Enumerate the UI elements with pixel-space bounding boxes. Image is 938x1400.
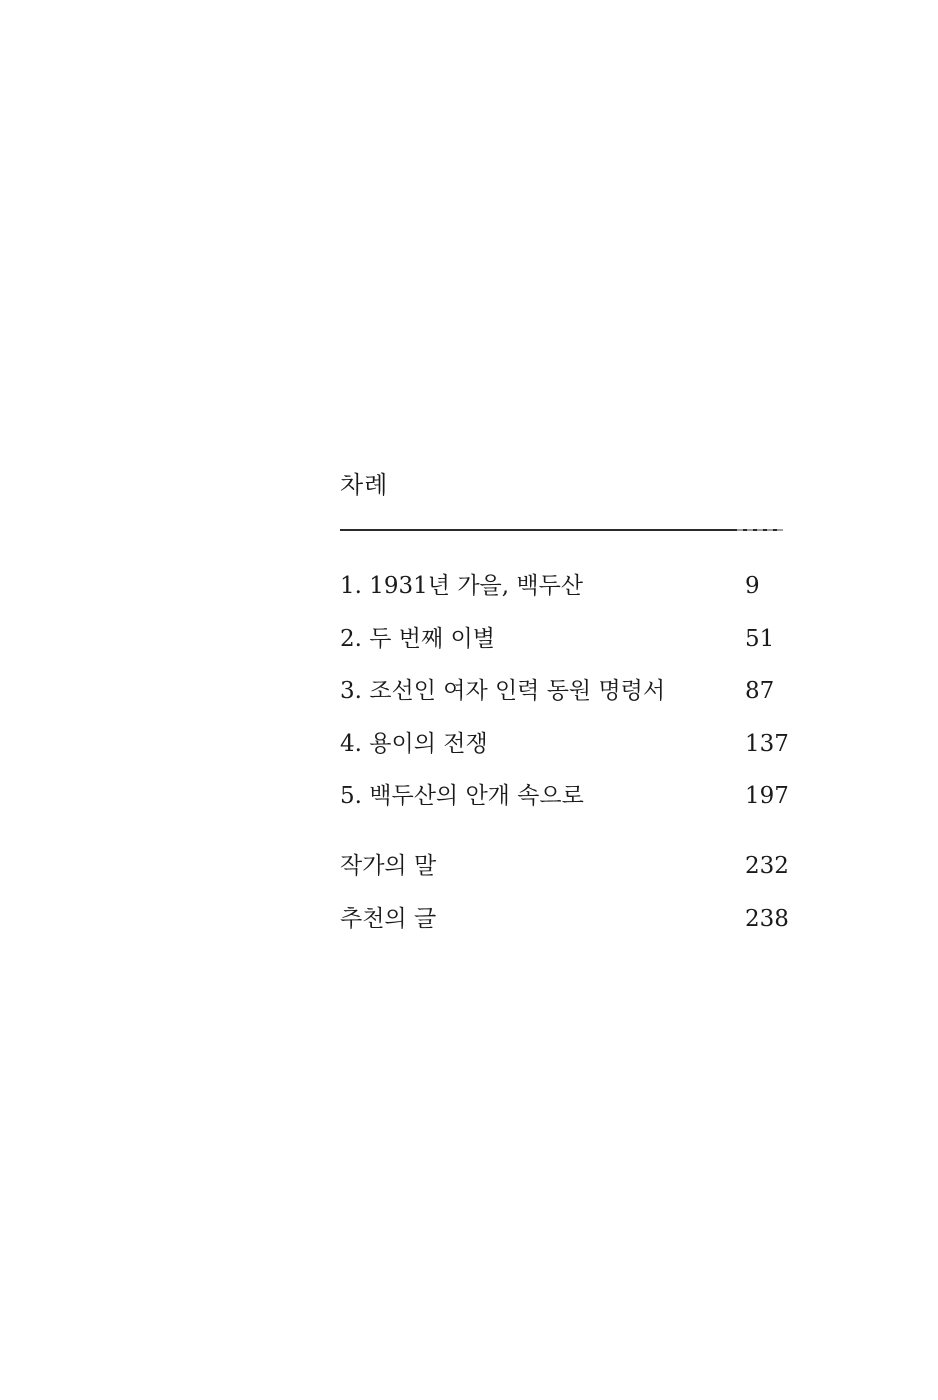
chapter-list	[340, 568, 789, 831]
toc-entry-page: 137	[745, 730, 789, 757]
toc-entry-chapter-2	[340, 621, 783, 674]
toc-entry-chapter-4	[340, 726, 789, 779]
toc-entry-label: 2. 두 번째 이별	[340, 625, 495, 652]
toc-entry-chapter-5	[340, 778, 789, 831]
extras-list	[340, 848, 789, 953]
toc-title: 차례	[340, 471, 389, 499]
toc-entry-recommendation	[340, 901, 789, 954]
toc-divider	[340, 529, 783, 531]
toc-entry-chapter-3	[340, 673, 783, 726]
toc-entry-label: 5. 백두산의 안개 속으로	[340, 783, 584, 809]
toc-entry-label: 4. 용이의 전쟁	[340, 730, 488, 757]
toc-entry-label: 작가의 말	[340, 853, 437, 879]
toc-entry-page: 232	[745, 853, 789, 879]
toc-entry-label: 1. 1931년 가을, 백두산	[340, 573, 584, 599]
table-of-contents	[340, 468, 789, 932]
toc-entry-page: 87	[745, 678, 775, 704]
toc-entry-label: 3. 조선인 여자 인력 동원 명령서	[340, 678, 666, 704]
toc-entry-page: 238	[745, 905, 789, 932]
toc-entry-label: 추천의 글	[340, 905, 437, 932]
toc-entry-page: 197	[745, 783, 789, 809]
toc-entry-page: 9	[745, 573, 760, 599]
toc-entry-page: 51	[745, 625, 775, 652]
toc-entry-chapter-1	[340, 568, 783, 621]
toc-entry-author-note	[340, 848, 789, 901]
